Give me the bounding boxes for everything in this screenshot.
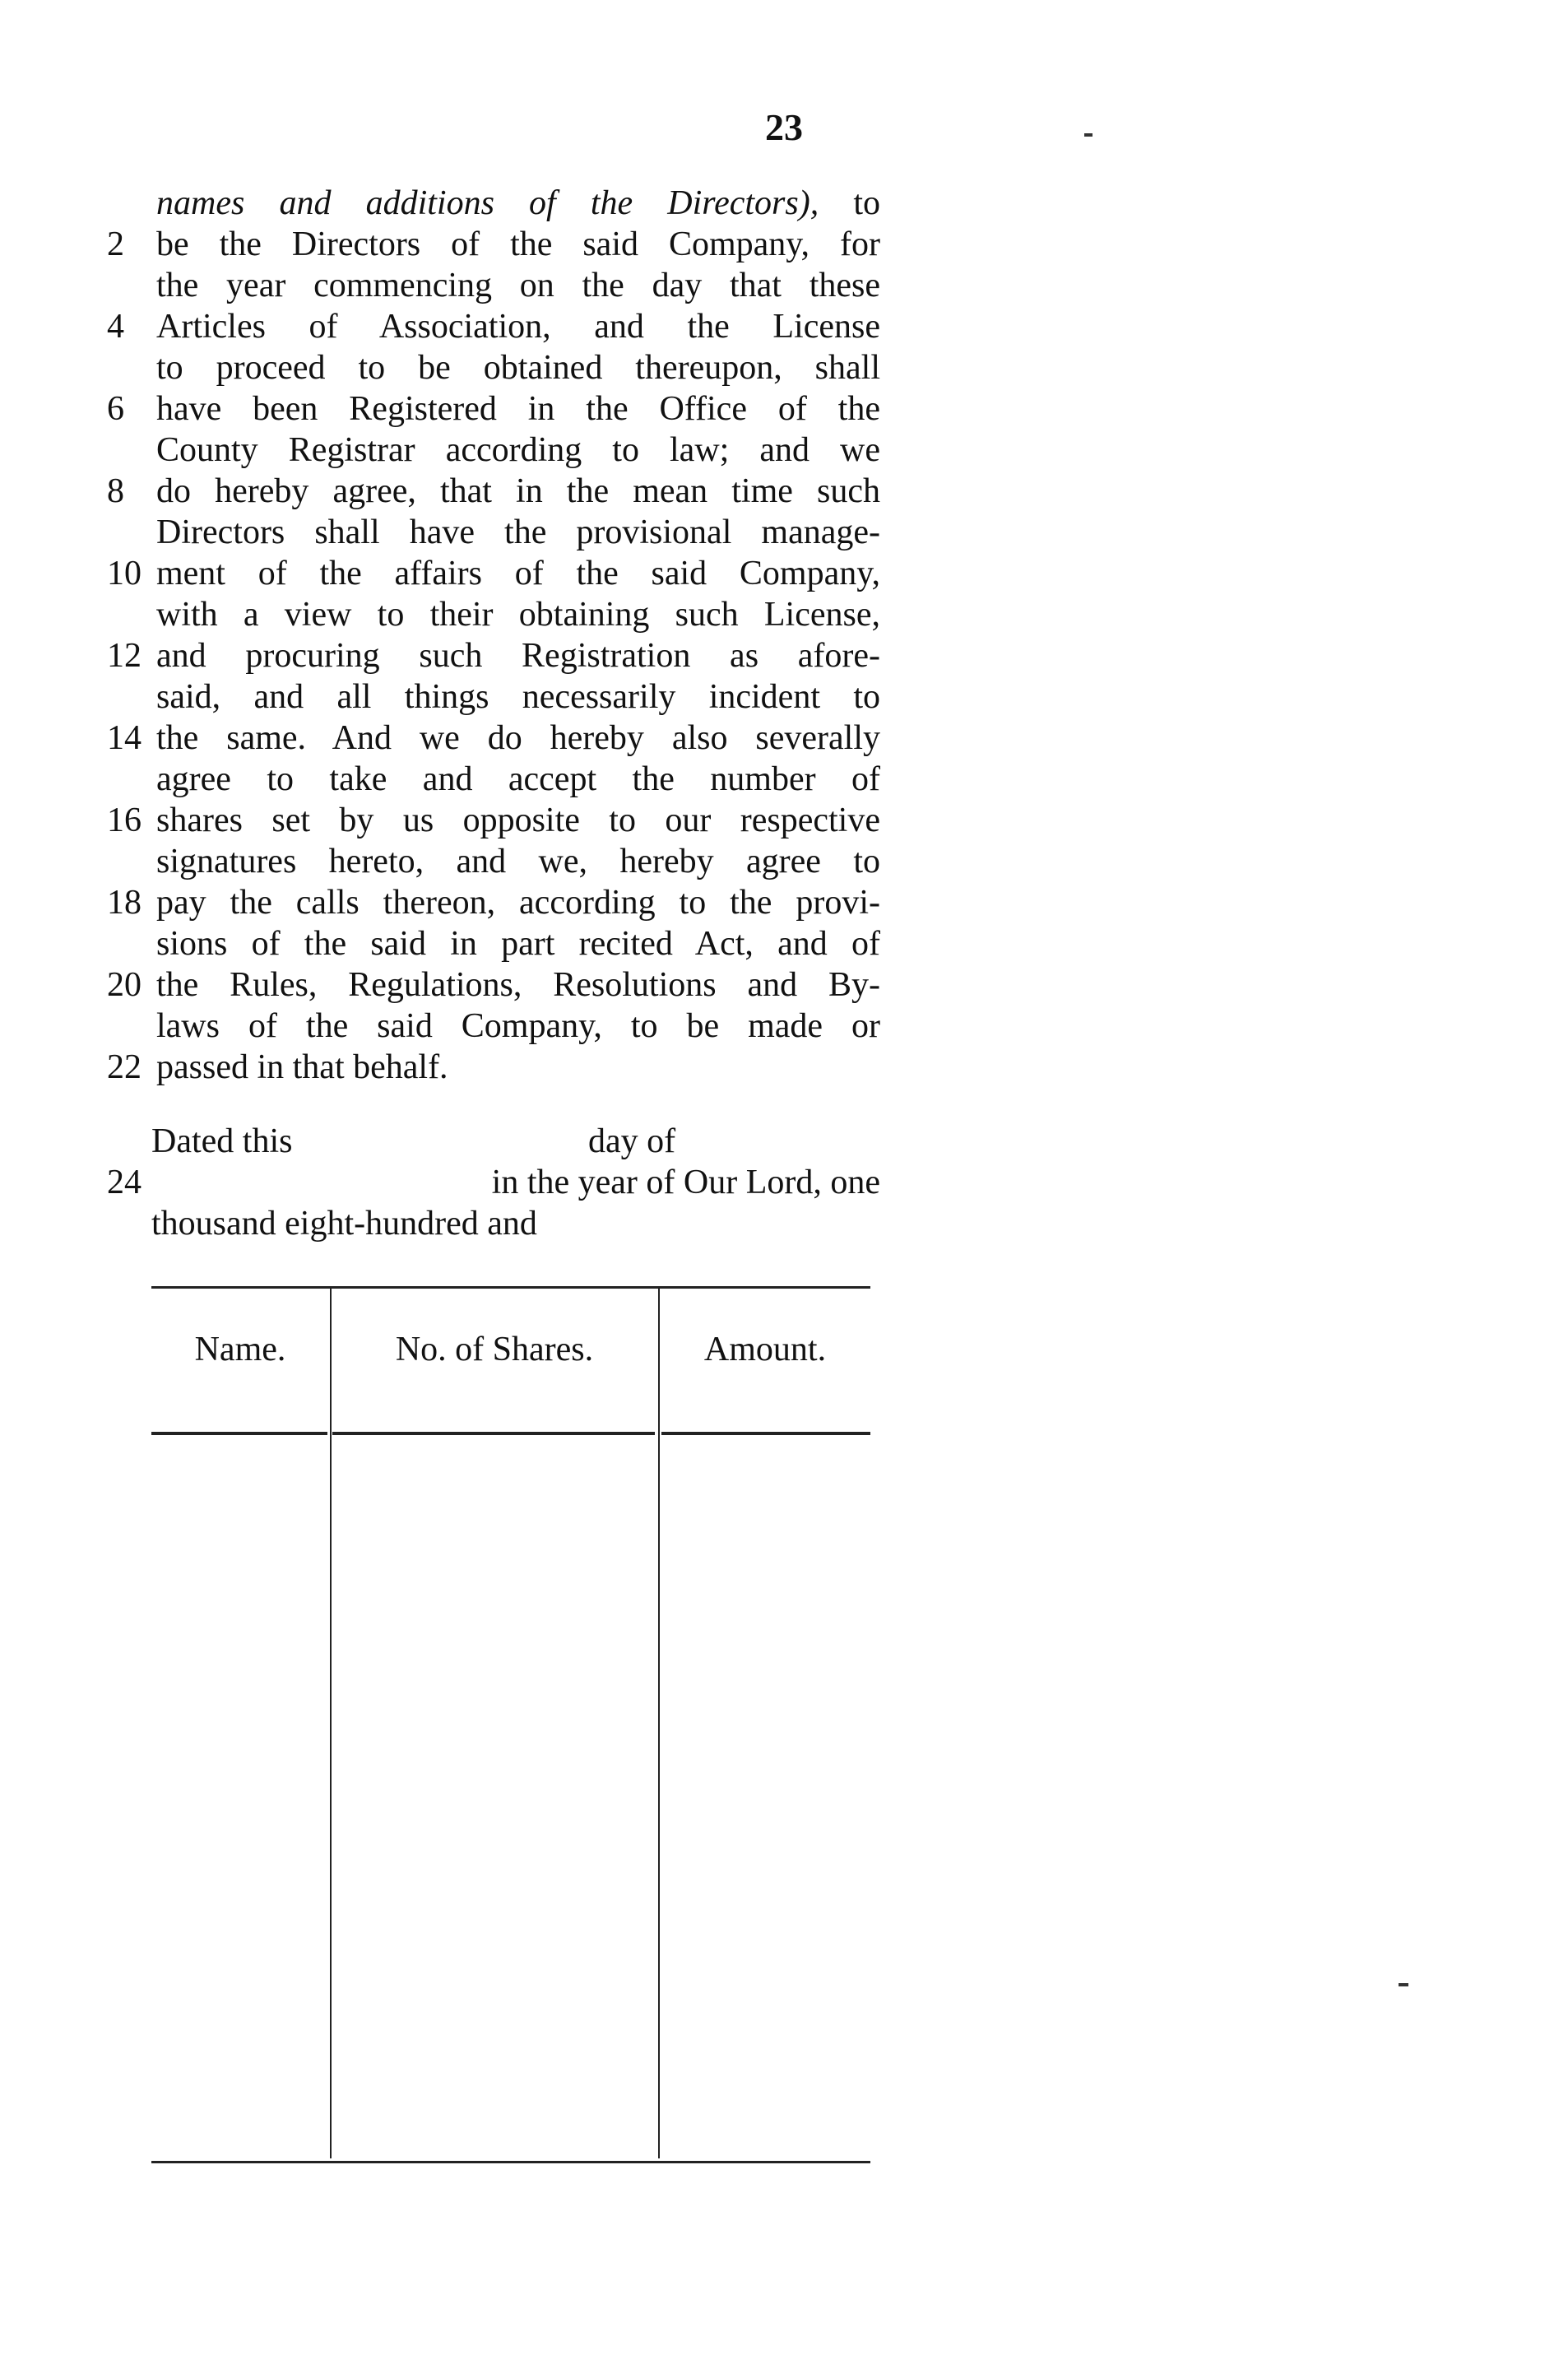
line-number: 22 bbox=[107, 1048, 141, 1086]
line-number: 10 bbox=[107, 555, 141, 592]
line-number bbox=[107, 759, 155, 800]
text-line bbox=[156, 183, 880, 224]
header-rule bbox=[661, 1432, 870, 1435]
day-of-label: day of bbox=[588, 1122, 676, 1160]
column-divider bbox=[330, 1286, 332, 2158]
column-header-name: Name. bbox=[194, 1331, 286, 1368]
line-number bbox=[107, 512, 155, 553]
print-speck bbox=[1084, 133, 1092, 137]
text-line: sions of the said in part recited Act, and of bbox=[156, 925, 880, 963]
line-number: 16 bbox=[107, 801, 141, 839]
text-line: laws of the said Company, to be made or bbox=[156, 1007, 880, 1045]
line-number bbox=[107, 347, 155, 388]
text-line: be the Directors of the said Company, for bbox=[156, 225, 880, 263]
column-header-amount: Amount. bbox=[703, 1331, 827, 1368]
text-line: ment of the affairs of the said Company, bbox=[156, 555, 880, 592]
line-number: 18 bbox=[107, 884, 141, 922]
line-number bbox=[107, 841, 155, 882]
line-number bbox=[107, 430, 155, 471]
line-number: 8 bbox=[107, 472, 124, 510]
line-number: 20 bbox=[107, 966, 141, 1004]
text-line: said, and all things necessarily incident to bbox=[156, 678, 880, 716]
text-line: Articles of Association, and the License bbox=[156, 308, 880, 346]
line-number bbox=[107, 183, 155, 224]
text-line: have been Registered in the Office of the bbox=[156, 390, 880, 428]
line-number bbox=[107, 265, 155, 306]
text-line: with a view to their obtaining such License, bbox=[156, 596, 880, 634]
line-number: 12 bbox=[107, 637, 141, 675]
text-line: do hereby agree, that in the mean time such bbox=[156, 472, 880, 510]
line-number bbox=[107, 1006, 155, 1047]
text-line: agree to take and accept the number of bbox=[156, 760, 880, 798]
text-line: the year commencing on the day that these bbox=[156, 267, 880, 304]
text-line: signatures hereto, and we, hereby agree to bbox=[156, 843, 880, 880]
text-line: to proceed to be obtained thereupon, shall bbox=[156, 349, 880, 387]
text-line: pay the calls thereon, according to the provi- bbox=[156, 884, 880, 922]
text-line: the same. And we do hereby also severally bbox=[156, 719, 880, 757]
text-line: passed in that behalf. bbox=[156, 1048, 448, 1086]
line-number: 14 bbox=[107, 719, 141, 757]
text-line: the Rules, Regulations, Resolutions and By- bbox=[156, 966, 880, 1004]
line-number bbox=[107, 676, 155, 718]
line-number: 24 bbox=[107, 1164, 141, 1201]
print-speck bbox=[1399, 1983, 1408, 1986]
column-header-shares: No. of Shares. bbox=[395, 1331, 594, 1368]
dated-this-label: Dated this bbox=[151, 1122, 293, 1160]
table-top-rule bbox=[151, 1286, 870, 1289]
header-rule bbox=[151, 1432, 327, 1435]
text-line: County Registrar according to law; and we bbox=[156, 431, 880, 469]
page-number: 23 bbox=[765, 106, 803, 148]
line-number: 6 bbox=[107, 390, 124, 428]
column-divider bbox=[658, 1286, 660, 2158]
text-line-rest: to bbox=[819, 184, 880, 222]
year-line: in the year of Our Lord, one bbox=[491, 1164, 880, 1201]
text-line: Directors shall have the provisional manage- bbox=[156, 513, 880, 551]
header-rule bbox=[332, 1432, 655, 1435]
table-bottom-rule bbox=[151, 2161, 870, 2163]
line-number bbox=[107, 594, 155, 635]
text-line: and procuring such Registration as afore- bbox=[156, 637, 880, 675]
line-number: 4 bbox=[107, 308, 124, 346]
line-number bbox=[107, 923, 155, 964]
italic-text: names and additions of the Directors), bbox=[156, 184, 819, 222]
thousand-line: thousand eight-hundred and bbox=[151, 1205, 537, 1243]
line-number: 2 bbox=[107, 225, 124, 263]
text-line: shares set by us opposite to our respective bbox=[156, 801, 880, 839]
